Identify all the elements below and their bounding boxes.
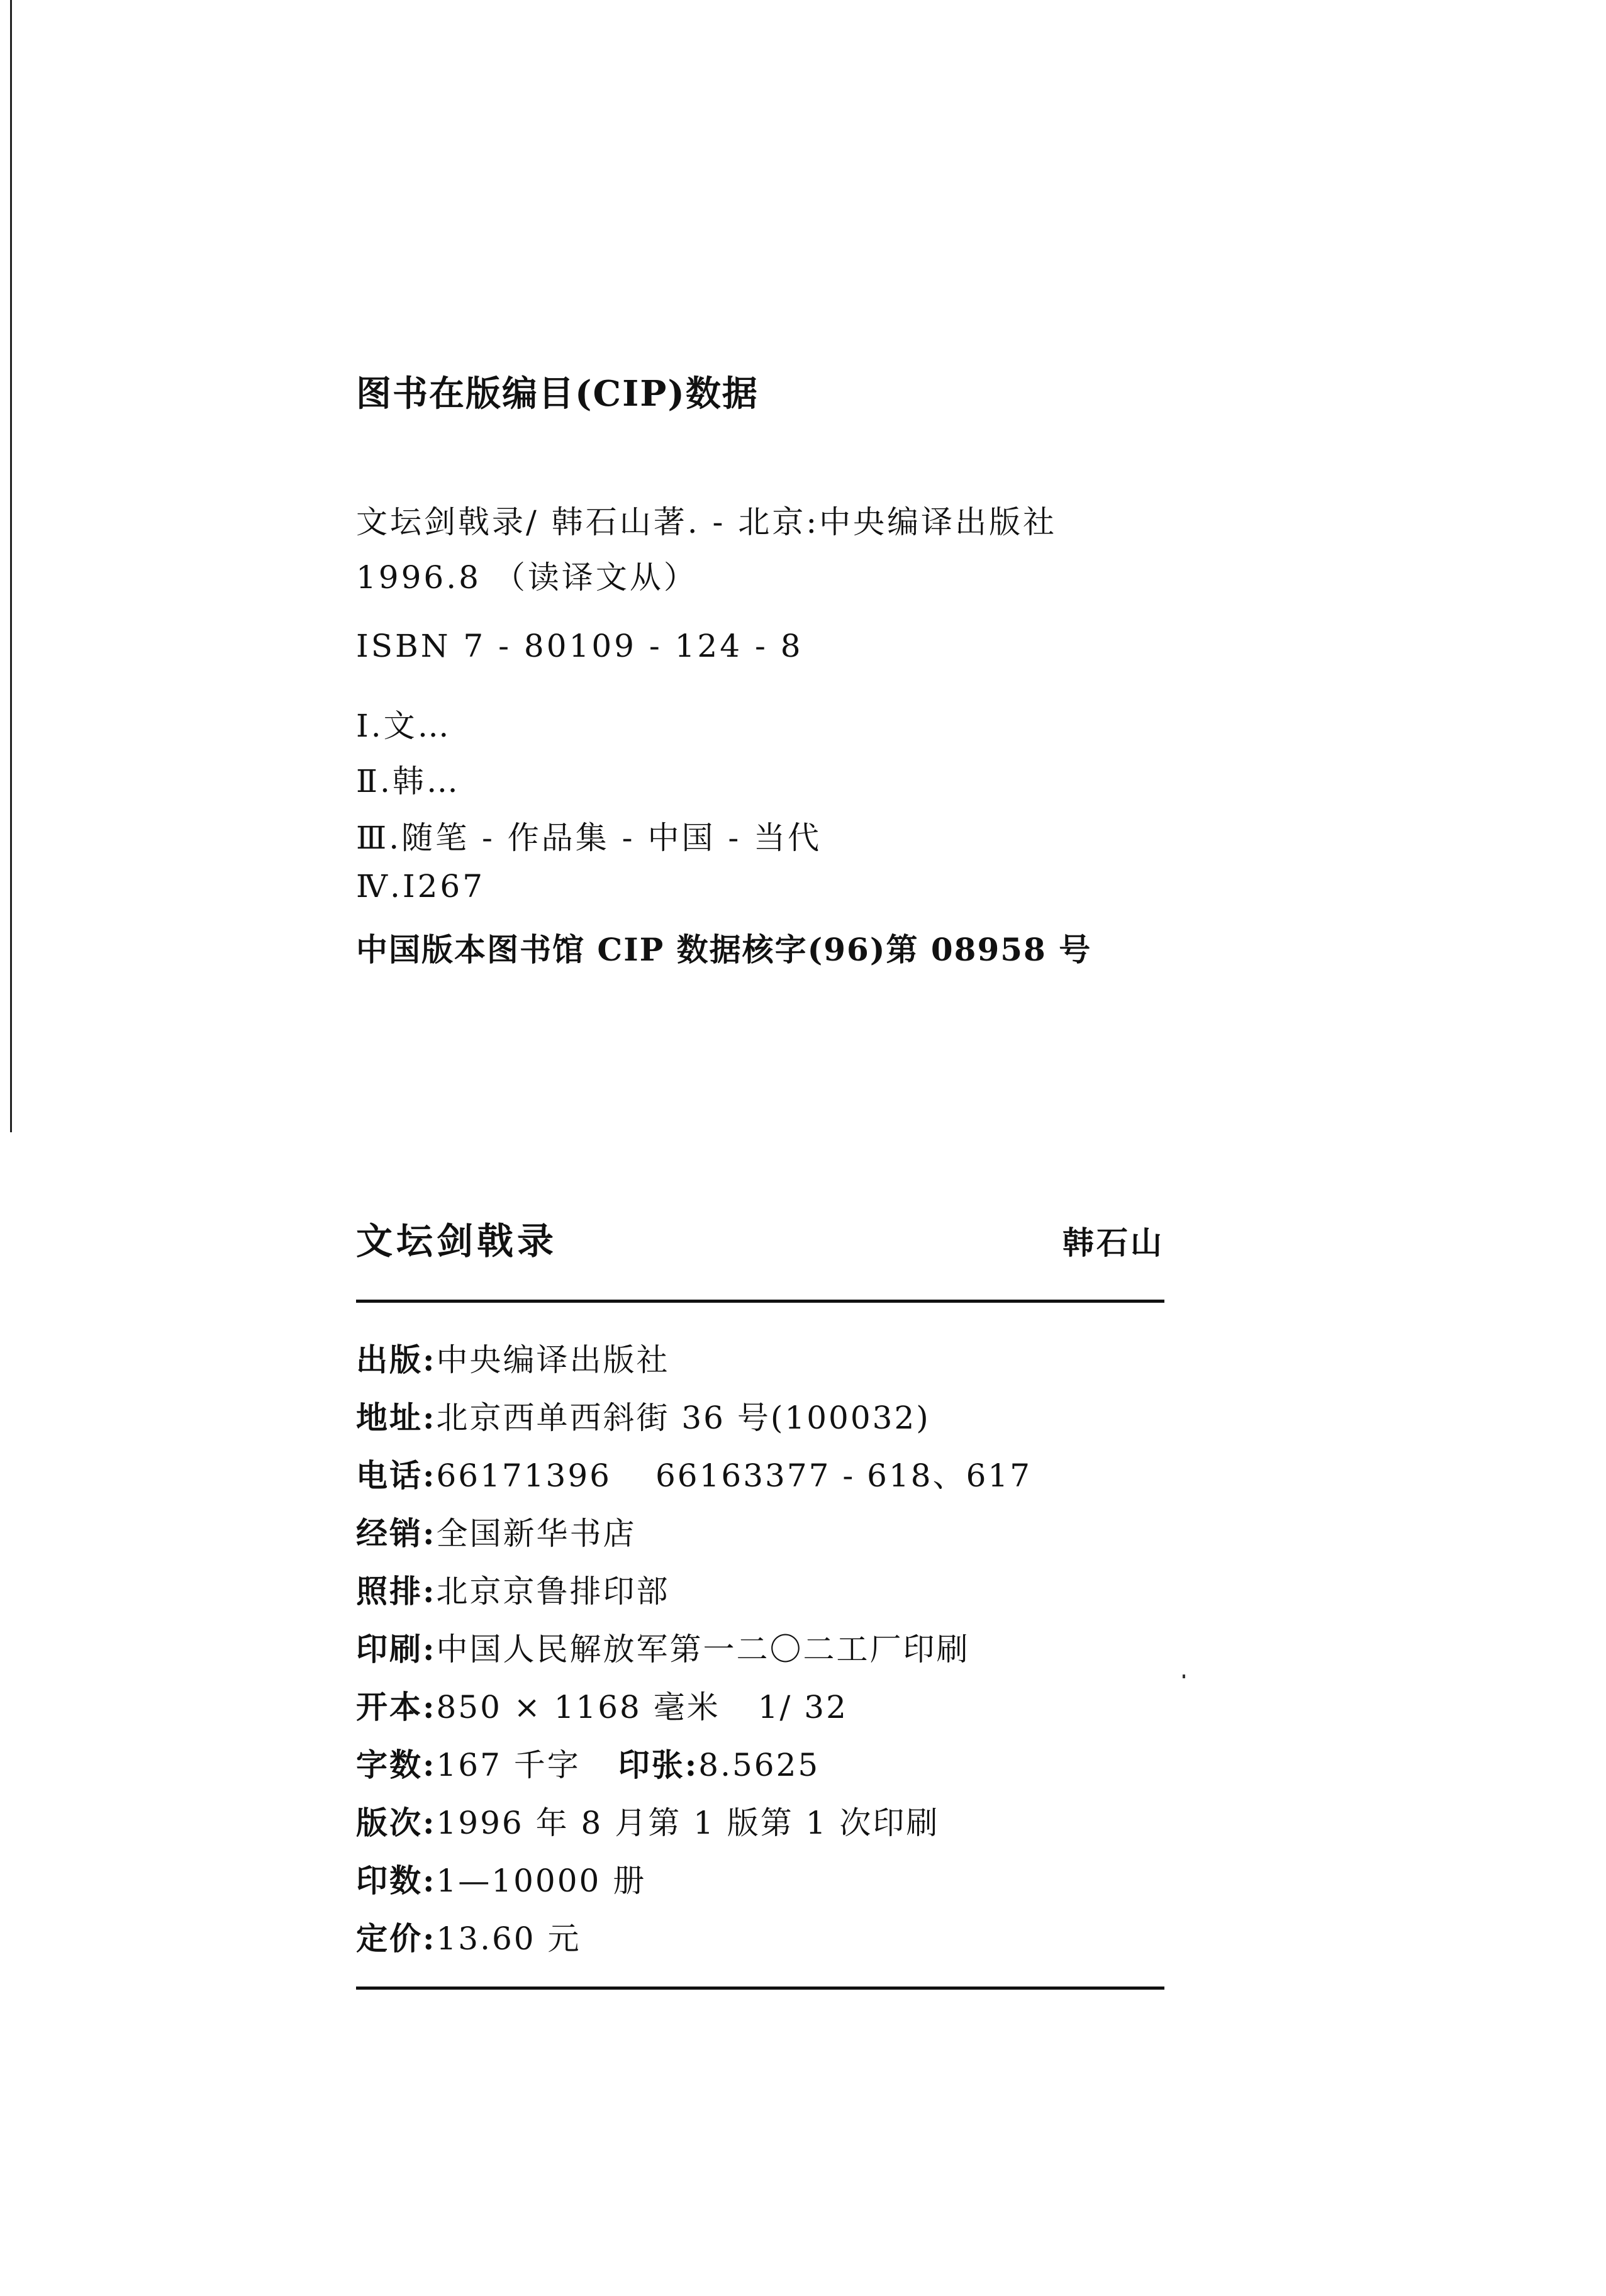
typesetting-label: 照排: xyxy=(356,1573,437,1610)
sheets-label: 印张: xyxy=(618,1746,699,1783)
publisher-label: 出版: xyxy=(356,1341,437,1378)
phone-row xyxy=(356,1451,1032,1496)
cip-class-4: Ⅳ.I267 xyxy=(356,868,486,905)
price-row xyxy=(356,1914,581,1959)
edition-value: 1996 年 8 月第 1 版第 1 次印刷 xyxy=(436,1805,940,1841)
cip-heading: 图书在版编目(CIP)数据 xyxy=(356,373,759,415)
phone-value-2: 66163377 - 618、617 xyxy=(655,1457,1032,1494)
address-label: 地址: xyxy=(356,1399,437,1436)
typesetting-value: 北京京鲁排印部 xyxy=(436,1573,670,1610)
book-title: 文坛剑戟录 xyxy=(356,1220,558,1262)
wordcount-label: 字数: xyxy=(356,1746,437,1783)
format-row xyxy=(356,1682,848,1727)
typesetting-row xyxy=(356,1566,669,1612)
price-value: 13.60 元 xyxy=(436,1920,581,1957)
printing-value: 中国人民解放军第一二〇二工厂印刷 xyxy=(436,1631,970,1668)
phone-label: 电话: xyxy=(356,1457,437,1494)
publisher-value: 中央编译出版社 xyxy=(436,1342,670,1378)
printing-label: 印刷: xyxy=(356,1630,437,1668)
publisher-row xyxy=(356,1335,669,1380)
price-label: 定价: xyxy=(356,1920,437,1957)
page-edge-line xyxy=(10,0,12,1132)
print-run-row xyxy=(356,1856,646,1901)
distributor-row xyxy=(356,1508,636,1554)
wordcount-row xyxy=(356,1740,820,1785)
edition-label: 版次: xyxy=(356,1804,437,1841)
cip-line-2: 1996.8 （读译文从） xyxy=(356,559,698,596)
scan-speck xyxy=(1183,1675,1185,1678)
distributor-label: 经销: xyxy=(356,1515,437,1552)
top-rule xyxy=(356,1300,1164,1303)
cip-class-1: Ⅰ.文… xyxy=(356,708,452,744)
cip-class-3: Ⅲ.随笔 - 作品集 - 中国 - 当代 xyxy=(356,820,822,856)
wordcount-value: 167 千字 xyxy=(436,1747,581,1783)
format-value-2: 1/ 32 xyxy=(757,1689,848,1725)
print-run-label: 印数: xyxy=(356,1862,437,1899)
format-label: 开本: xyxy=(356,1688,437,1725)
address-value: 北京西单西斜街 36 号(100032) xyxy=(436,1400,930,1436)
format-value: 850 × 1168 毫米 xyxy=(436,1689,720,1725)
cip-isbn: ISBN 7 - 80109 - 124 - 8 xyxy=(356,628,803,664)
printing-row xyxy=(356,1624,969,1669)
address-row xyxy=(356,1393,930,1438)
print-run-value: 1—10000 册 xyxy=(436,1863,647,1899)
phone-value: 66171396 xyxy=(436,1457,611,1494)
book-author: 韩石山 xyxy=(1062,1224,1164,1261)
sheets-value: 8.5625 xyxy=(698,1747,820,1783)
cip-line-1: 文坛剑戟录/ 韩石山著. - 北京:中央编译出版社 xyxy=(356,504,1057,540)
distributor-value: 全国新华书店 xyxy=(436,1515,637,1552)
bottom-rule xyxy=(356,1987,1164,1990)
cip-number: 中国版本图书馆 CIP 数据核字(96)第 08958 号 xyxy=(356,931,1092,968)
cip-class-2: Ⅱ.韩… xyxy=(356,763,460,800)
edition-row xyxy=(356,1798,939,1843)
